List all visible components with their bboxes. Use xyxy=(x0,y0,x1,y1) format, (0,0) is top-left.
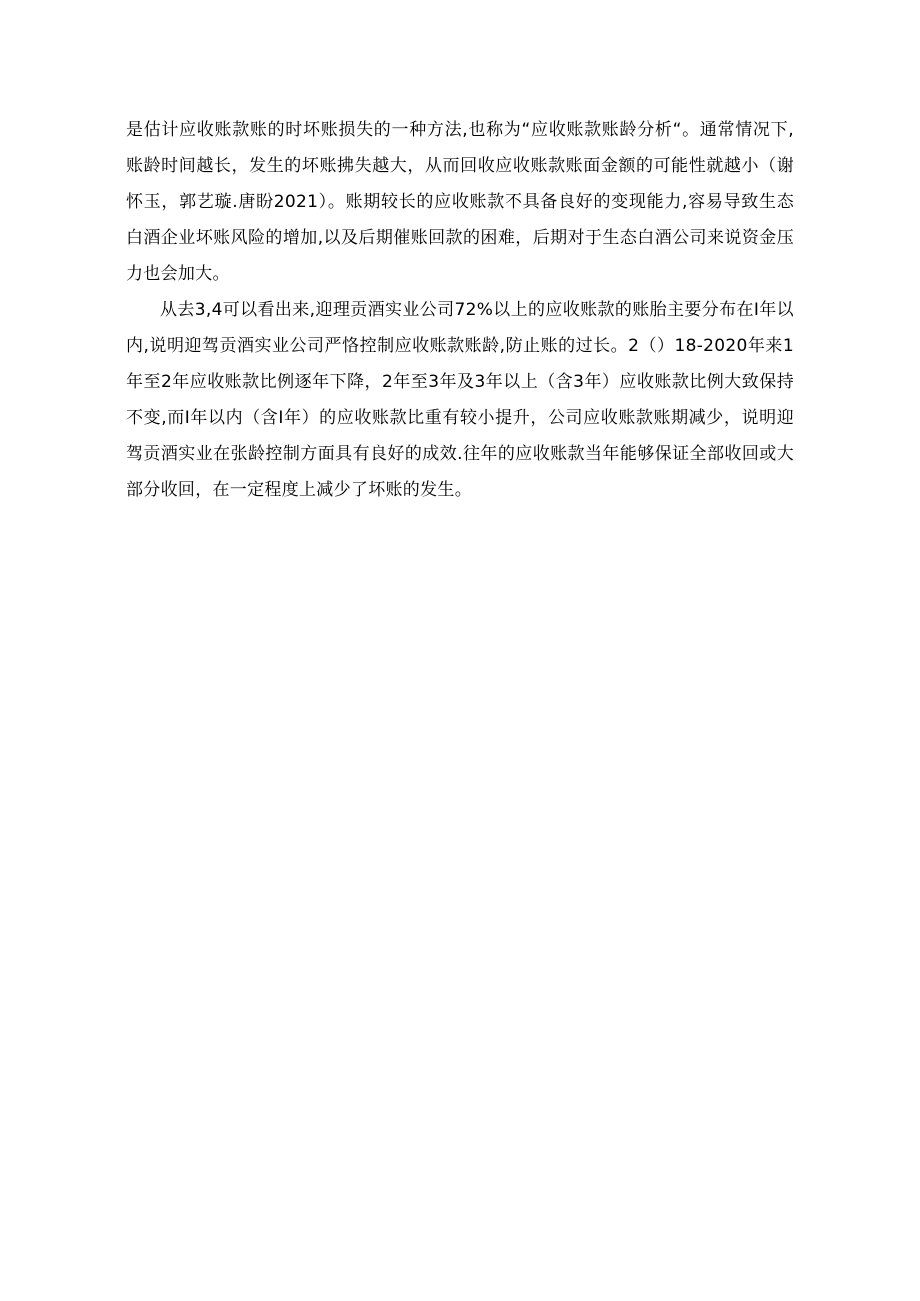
paragraph-aging-analysis: 从去3,4可以看出来,迎理贡酒实业公司72%以上的应收账款的账胎主要分布在I年以内,说明迎驾贡酒实业公司严恪控制应收账款账龄,防止账的过长。2（）18-2020年来1年至2年应收账款比例逐年下降，2年至3年及3年以上（含3年）应收账款比例大致保持不变,而I年以内（含I年）的应收账款比重有较小提升，公司应收账款账期减少，说明迎驾贡酒实业在张龄控制方面具有良好的成效.往年的应收账款当年能够保证全部收回或大部分收回，在一定程度上减少了坏账的发生。 xyxy=(126,300,794,500)
paragraph-aging-method: 是估计应收账款账的时坏账损失的一种方法,也称为“应收账款账龄分析“。通常情况下,账龄时间越长，发生的坏账拂失越大，从而回收应收账款账面金额的可能性就越小（谢怀玉，郭艺璇.唐盼2021）。账期较长的应收账款不具备良好的变现能力,容易导致生态白酒企业坏账风险的增加,以及后期催账回款的困难，后期对于生态白酒公司来说资金压力也会加大。 xyxy=(126,120,794,284)
body-text xyxy=(126,112,794,508)
